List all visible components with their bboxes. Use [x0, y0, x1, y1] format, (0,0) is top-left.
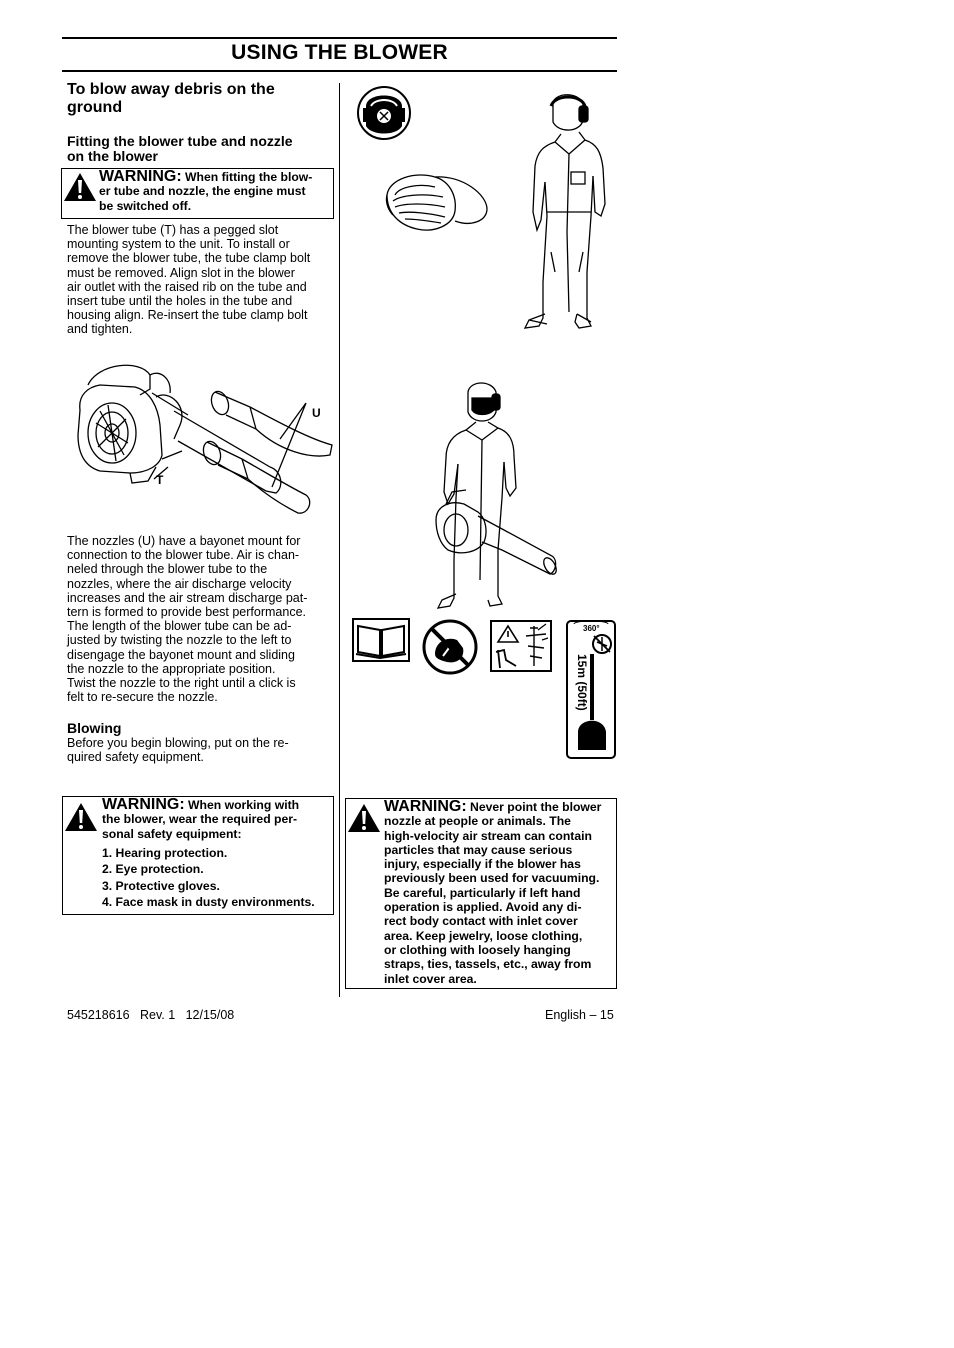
- warning-line: be switched off.: [99, 198, 192, 213]
- warning-box-safety-equipment: [62, 796, 334, 915]
- footer-doc-info: 545218616 Rev. 1 12/15/08: [67, 1008, 235, 1022]
- face-shield-icon: [355, 84, 413, 142]
- decal-angle: 360°: [583, 624, 600, 633]
- page-title: USING THE BLOWER: [231, 41, 448, 64]
- header-bottom-rule: [62, 70, 617, 72]
- nozzle-label-u: U: [312, 406, 321, 420]
- warning-line: high-velocity air stream can contain: [384, 828, 592, 843]
- header-top-rule: [62, 37, 617, 39]
- paragraph-line: Twist the nozzle to the right until a click is: [67, 676, 296, 691]
- paragraph-line: neled through the blower tube to the: [67, 562, 268, 577]
- warning-line: When working with: [188, 798, 300, 812]
- warning-box-engine-off: [61, 168, 334, 219]
- warning-line: nozzle at people or animals. The: [384, 814, 571, 829]
- subheading-line: Fitting the blower tube and nozzle: [67, 133, 293, 149]
- safety-equipment-list: [102, 845, 315, 911]
- paragraph-line: increases and the air stream discharge pat-: [67, 590, 308, 605]
- paragraph-line: justed by twisting the nozzle to the left to: [67, 633, 292, 648]
- section-heading: [67, 81, 275, 117]
- paragraph-line: Before you begin blowing, put on the re-: [67, 736, 289, 750]
- paragraph-line: quired safety equipment.: [67, 750, 204, 765]
- paragraph-line: nozzles, where the air discharge velocity: [67, 576, 292, 591]
- decal-distance: 15m (50ft): [575, 654, 589, 711]
- paragraph-line: mounting system to the unit. To install or: [67, 237, 290, 252]
- warning-line: operation is applied. Avoid any di-: [384, 900, 582, 915]
- dust-mask-icon: [383, 165, 493, 245]
- person-operating-blower-figure: [432, 380, 562, 615]
- paragraph-line: tern is formed to provide best performance.: [67, 605, 307, 620]
- paragraph-line: and tighten.: [67, 322, 133, 337]
- list-item: 3. Protective gloves.: [102, 878, 220, 893]
- person-protective-gear-figure: [515, 92, 620, 337]
- heading-line: To blow away debris on the: [67, 81, 275, 98]
- warning-line: the blower, wear the required per-: [102, 812, 298, 827]
- warning-line: Never point the blower: [470, 800, 602, 814]
- safety-decal-distance-icon: [566, 620, 616, 760]
- warning-triangle-icon: [63, 172, 97, 202]
- paragraph-line: the nozzle to the appropriate position.: [67, 661, 276, 676]
- warning-label: WARNING:: [99, 168, 182, 185]
- paragraph-line: The nozzles (U) have a bayonet mount for: [67, 534, 301, 548]
- warning-triangle-icon: [64, 802, 98, 832]
- warning-line: When fitting the blow-: [185, 170, 313, 184]
- warning-triangle-icon: [347, 803, 381, 833]
- paragraph-line: The blower tube (T) has a pegged slot: [67, 223, 279, 237]
- paragraph-line: felt to re-secure the nozzle.: [67, 690, 218, 705]
- blowing-heading-text: Blowing: [67, 720, 122, 736]
- warning-line: previously been used for vacuuming.: [384, 871, 600, 886]
- list-item: 1. Hearing protection.: [102, 845, 228, 860]
- warning-line: injury, especially if the blower has: [384, 857, 581, 872]
- subsection-heading: [67, 134, 293, 164]
- column-divider: [339, 83, 340, 997]
- paragraph-line: insert tube until the holes in the tube and: [67, 294, 293, 309]
- warning-line: particles that may cause serious: [384, 842, 573, 857]
- warning-label: WARNING:: [384, 798, 467, 815]
- paragraph-line: remove the blower tube, the tube clamp bolt: [67, 251, 311, 266]
- blower-tube-illustration: [70, 355, 340, 525]
- thrown-objects-hazard-icon: [490, 620, 552, 672]
- warning-line: or clothing with loosely hanging: [384, 942, 571, 957]
- warning-box-never-point: [345, 798, 617, 989]
- warning-text: [99, 170, 312, 213]
- warning-text: [384, 800, 601, 986]
- blower-tube-paragraph: [67, 223, 310, 337]
- paragraph-line: disengage the bayonet mount and sliding: [67, 647, 295, 662]
- nozzle-paragraph: [67, 534, 307, 704]
- warning-line: Be careful, particularly if left hand: [384, 885, 581, 900]
- paragraph-line: air outlet with the raised rib on the tube and: [67, 279, 307, 294]
- prohibition-icon: [421, 618, 479, 676]
- heading-line: ground: [67, 99, 123, 116]
- tube-label-t: T: [156, 473, 164, 487]
- subheading-line: on the blower: [67, 148, 158, 164]
- warning-line: inlet cover area.: [384, 971, 477, 986]
- read-manual-icon: [352, 618, 410, 662]
- warning-line: straps, ties, tassels, etc., away from: [384, 957, 592, 972]
- warning-line: area. Keep jewelry, loose clothing,: [384, 928, 583, 943]
- warning-line: er tube and nozzle, the engine must: [99, 184, 306, 199]
- footer-page-number: English – 15: [545, 1008, 614, 1022]
- blowing-heading: [67, 721, 121, 736]
- warning-line: sonal safety equipment:: [102, 826, 242, 841]
- list-item: 4. Face mask in dusty environments.: [102, 895, 315, 910]
- paragraph-line: housing align. Re-insert the tube clamp bolt: [67, 308, 308, 323]
- warning-line: rect body contact with inlet cover: [384, 914, 578, 929]
- paragraph-line: The length of the blower tube can be ad-: [67, 619, 292, 634]
- list-item: 2. Eye protection.: [102, 862, 204, 877]
- warning-text: [102, 798, 315, 911]
- blowing-paragraph: [67, 736, 289, 764]
- warning-label: WARNING:: [102, 796, 185, 813]
- paragraph-line: must be removed. Align slot in the blower: [67, 265, 295, 280]
- paragraph-line: connection to the blower tube. Air is chan-: [67, 548, 300, 563]
